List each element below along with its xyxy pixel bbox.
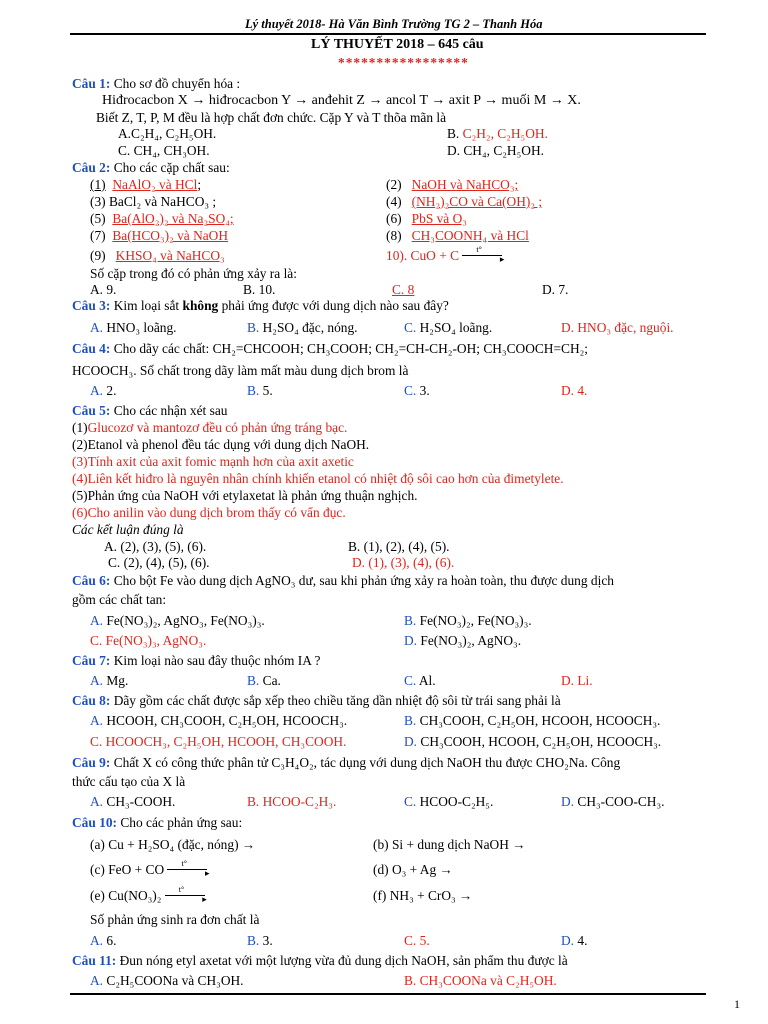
question-10: [72, 815, 242, 831]
option-text: C₂H₂, C₂H₅OH.: [462, 126, 548, 141]
q1-option-d: D. CH₄, C₂H₅OH.: [447, 143, 544, 158]
q7-option-b: [247, 673, 281, 689]
page-title: LÝ THUYẾT 2018 – 645 câu: [311, 37, 484, 52]
option-text: 3.: [262, 933, 273, 948]
arrow-label: t°: [476, 244, 482, 254]
option-letter: D.: [561, 933, 575, 948]
option-letter: A.: [90, 933, 104, 948]
question-6: [72, 573, 614, 589]
question-label: Câu 4:: [72, 341, 111, 356]
question-text: Cho các nhận xét sau: [113, 403, 228, 418]
q10-option-c: C. 5.: [404, 933, 430, 948]
option-text: Mg.: [106, 673, 129, 688]
q4-option-c: [404, 383, 430, 399]
question-text: phải ứng được với dung dịch nào sau đây?: [221, 298, 449, 313]
pair-number: (9): [90, 248, 106, 263]
statement-2: (2)Etanol và phenol đều tác dụng với dung dịch NaOH.: [72, 437, 370, 452]
question-7: [72, 653, 320, 669]
q4-text2: HCOOCH₃. Số chất trong dãy làm mất màu dung dịch brom là: [72, 363, 409, 378]
pair-value: CH₃COONH₄ và HCl: [411, 228, 529, 243]
statement-5: (5)Phản ứng của NaOH với etylaxetat là phản ứng thuận nghịch.: [72, 488, 418, 503]
pair-value: Ba(AlO₂)₂ và Na₂SO₄;: [112, 211, 234, 226]
option-letter: A.: [90, 673, 104, 688]
option-letter: C.: [404, 320, 417, 335]
statement-number: (1): [72, 420, 88, 435]
q10-option-b: [247, 933, 273, 949]
arrow-label: t°: [181, 858, 187, 868]
option-letter: C.: [404, 673, 417, 688]
pair-number: (2): [386, 177, 402, 192]
q5-option-c: C. (2), (4), (5), (6).: [108, 555, 210, 570]
q6-option-a: [90, 613, 265, 629]
q1-option-b: [447, 126, 548, 142]
pair-value: Ba(HCO₃)₂ và NaOH: [112, 228, 229, 243]
question-text: Cho các phản ứng sau:: [120, 815, 243, 830]
question-label: Câu 6:: [72, 573, 111, 588]
option-text: Fe(NO₃)₂, AgNO₃, Fe(NO₃)₃.: [106, 613, 265, 628]
reaction-f: (f) NH₃ + CrO₃ →: [373, 888, 473, 903]
q6-text2: gồm các chất tan:: [72, 592, 167, 607]
q8-option-c: C. HCOOCH₃, C₂H₅OH, HCOOH, CH₃COOH.: [90, 734, 347, 749]
reaction-a: (a) Cu + H₂SO₄ (đặc, nóng) →: [90, 837, 256, 852]
question-bold: không: [182, 298, 219, 313]
option-text: Fe(NO₃)₂, Fe(NO₃)₃.: [419, 613, 532, 628]
q9-option-b: B. HCOO-C₂H₃.: [247, 794, 337, 809]
q5-option-a: A. (2), (3), (5), (6).: [104, 539, 207, 554]
arrow-icon: t° ▸: [167, 865, 211, 877]
q9-option-a: [90, 794, 175, 810]
option-letter: B.: [247, 673, 260, 688]
option-text: C₂H₅COONa và CH₃OH.: [106, 973, 244, 988]
pair-number: (4): [386, 194, 402, 209]
q2-option-b: B. 10.: [243, 282, 276, 297]
question-1: [72, 76, 240, 92]
q9-text2: thức cấu tạo của X là: [72, 774, 186, 789]
header-rule: [70, 33, 706, 35]
q3-option-b: [247, 320, 358, 336]
option-text: 6.: [106, 933, 117, 948]
pair-value: NaOH và NaHCO₃;: [411, 177, 519, 192]
question-text: Cho sơ đồ chuyển hóa :: [113, 76, 241, 91]
pair-value: (NH₂)₂CO và Ca(OH)₂ ;: [411, 194, 543, 209]
q8-option-b: [404, 713, 660, 729]
pair-number: (8): [386, 228, 402, 243]
q6-option-d: [404, 633, 521, 649]
q3-option-d: D. HNO₃ đặc, nguội.: [561, 320, 674, 335]
arrow-icon: t° ▸: [165, 891, 209, 903]
statement-3: (3)Tính axit của axit fomic mạnh hơn của axit axetic: [72, 454, 354, 469]
option-letter: D.: [561, 794, 575, 809]
question-label: Câu 5:: [72, 403, 111, 418]
question-8: [72, 693, 561, 709]
pair-4: [386, 194, 542, 210]
q1-text2: Biết Z, T, P, M đều là hợp chất đơn chức. Cặp Y và T thõa mãn là: [96, 110, 447, 125]
page-number: 1: [734, 997, 740, 1011]
question-text: Kim loại nào sau đây thuộc nhóm IA ?: [113, 653, 321, 668]
question-label: Câu 9:: [72, 755, 111, 770]
question-4: [72, 341, 588, 357]
reaction-text: (c) FeO + CO: [90, 862, 165, 877]
q7-option-a: [90, 673, 128, 689]
option-letter: B.: [247, 383, 260, 398]
option-text: 2.: [106, 383, 117, 398]
q9-option-d: [561, 794, 664, 810]
arrow-label: t°: [178, 884, 185, 894]
question-label: Câu 7:: [72, 653, 111, 668]
option-letter: C.: [404, 794, 417, 809]
pair-8: [386, 228, 529, 244]
question-11: [72, 953, 568, 969]
option-letter: B.: [447, 126, 460, 141]
question-label: Câu 3:: [72, 298, 111, 313]
option-text: CH₃COOH, HCOOH, C₂H₅OH, HCOOCH₃.: [420, 734, 662, 749]
q10-question: Số phản ứng sinh ra đơn chất là: [90, 912, 260, 927]
pair-number: (5): [90, 211, 106, 226]
reaction-e: [90, 884, 209, 904]
q2-option-d: D. 7.: [542, 282, 569, 297]
option-letter: B.: [404, 713, 417, 728]
question-text: Kim loại sắt: [113, 298, 180, 313]
statement-text: Glucozơ và mantozơ đều có phản ứng tráng bạc.: [87, 420, 348, 435]
q4-option-b: [247, 383, 273, 399]
q10-option-d: [561, 933, 587, 949]
statement-6: (6)Cho anilin vào dung dịch brom thấy có vẩn đục.: [72, 505, 346, 520]
option-letter: A.: [90, 613, 104, 628]
option-letter: A.: [90, 713, 104, 728]
option-letter: A.: [90, 320, 104, 335]
option-text: HNO₃ loãng.: [106, 320, 177, 335]
pair-text: 10). CuO + C: [386, 248, 460, 263]
option-letter: B.: [404, 613, 417, 628]
pair-number: (6): [386, 211, 402, 226]
q4-option-d: D. 4.: [561, 383, 588, 398]
option-letter: B.: [247, 933, 260, 948]
option-text: HCOOH, CH₃COOH, C₂H₅OH, HCOOCH₃.: [106, 713, 348, 728]
question-text: Cho dãy các chất: CH₂=CHCOOH; CH₃COOH; CH₂=CH-CH₂-OH; CH₃COOCH=CH₂;: [113, 341, 589, 356]
question-label: Câu 11:: [72, 953, 117, 968]
option-letter: D.: [404, 734, 418, 749]
reaction-text: (e) Cu(NO₃)₂: [90, 888, 162, 903]
option-letter: C.: [404, 383, 417, 398]
question-label: Câu 1:: [72, 76, 111, 91]
q1-option-c: C. CH₄, CH₃OH.: [118, 143, 210, 158]
question-label: Câu 10:: [72, 815, 118, 830]
q7-option-c: [404, 673, 436, 689]
option-letter: A.: [90, 794, 104, 809]
q1-scheme: Hiđrocacbon X → hiđrocacbon Y → anđehit Z → ancol T → axit P → muối M → X.: [102, 93, 581, 108]
option-text: CH₃COOH, C₂H₅OH, HCOOH, HCOOCH₃.: [419, 713, 661, 728]
q9-option-c: [404, 794, 493, 810]
statement-1: [72, 420, 347, 436]
page-header: Lý thuyết 2018- Hà Văn Bình Trường TG 2 – Thanh Hóa: [245, 17, 543, 31]
option-text: 3.: [419, 383, 430, 398]
q2-question: Số cặp trong đó có phản ứng xảy ra là:: [90, 266, 297, 281]
reaction-d: (d) O₃ + Ag →: [373, 862, 453, 877]
q11-option-a: [90, 973, 244, 989]
q5-question: Các kết luận đúng là: [72, 522, 184, 537]
q3-option-c: [404, 320, 492, 336]
pair-end: ;: [197, 177, 202, 192]
reaction-c: [90, 858, 211, 878]
q4-option-a: [90, 383, 116, 399]
question-label: Câu 2:: [72, 160, 111, 175]
q3-option-a: [90, 320, 177, 336]
q8-option-a: [90, 713, 347, 729]
pair-value: PbS và O₃: [411, 211, 467, 226]
pair-number: (1): [90, 177, 106, 192]
pair-number: (7): [90, 228, 106, 243]
pair-1: [90, 177, 201, 193]
option-text: Al.: [418, 673, 436, 688]
q6-option-b: [404, 613, 532, 629]
q11-option-b: B. CH₃COONa và C₂H₅OH.: [404, 973, 557, 988]
option-text: 5.: [262, 383, 273, 398]
q7-option-d: D. Li.: [561, 673, 593, 688]
q2-option-a: A. 9.: [90, 282, 117, 297]
option-letter: B.: [247, 320, 260, 335]
option-text: CH₃-COOH.: [106, 794, 176, 809]
pair-5: [90, 211, 234, 227]
title-stars: *****************: [338, 55, 469, 70]
statement-4: (4)Liên kết hiđro là nguyên nhân chính khiến etanol có nhiệt độ sôi cao hơn của đimetylete.: [72, 471, 564, 486]
option-text: HCOO-C₂H₅.: [419, 794, 494, 809]
pair-3: (3) BaCl₂ và NaHCO₃ ;: [90, 194, 217, 209]
question-text: Cho các cặp chất sau:: [113, 160, 230, 175]
option-text: Fe(NO₃)₂, AgNO₃.: [420, 633, 522, 648]
footer-rule: [70, 993, 706, 995]
pair-2: [386, 177, 518, 193]
question-label: Câu 8:: [72, 693, 111, 708]
question-9: [72, 755, 620, 771]
pair-7: [90, 228, 228, 244]
q5-option-d: D. (1), (3), (4), (6).: [352, 555, 455, 570]
q5-option-b: B. (1), (2), (4), (5).: [348, 539, 450, 554]
question-5: [72, 403, 227, 419]
arrow-icon: t° ▸: [462, 251, 506, 263]
question-text: Cho bột Fe vào dung dịch AgNO₃ dư, sau khi phản ứng xảy ra hoàn toàn, thu được dung dịch: [113, 573, 614, 588]
option-letter: A.: [90, 973, 104, 988]
question-2: [72, 160, 230, 176]
question-text: Chất X có công thức phân tử C₃H₄O₂, tác dụng với dung dịch NaOH thu được CHO₂Na. Công: [113, 755, 621, 770]
option-text: H₂SO₄ loãng.: [419, 320, 493, 335]
option-letter: A.: [90, 383, 104, 398]
reaction-b: (b) Si + dung dịch NaOH →: [373, 837, 526, 852]
q8-option-d: [404, 734, 661, 750]
pair-value: KHSO₄ và NaHCO₃: [115, 248, 225, 263]
q6-option-c: C. Fe(NO₃)₃, AgNO₃.: [90, 633, 207, 648]
q10-option-a: [90, 933, 116, 949]
option-text: H₂SO₄ đặc, nóng.: [262, 320, 358, 335]
pair-10: [386, 244, 506, 264]
question-text: Đun nóng etyl axetat với một lượng vừa đủ dung dịch NaOH, sản phẩm thu được là: [119, 953, 568, 968]
option-text: 4.: [577, 933, 588, 948]
pair-9: [90, 248, 225, 264]
question-3: [72, 298, 449, 314]
question-text: Dãy gồm các chất được sắp xếp theo chiều tăng dần nhiệt độ sôi từ trái sang phải là: [113, 693, 561, 708]
option-text: CH₃-COO-CH₃.: [577, 794, 665, 809]
pair-value: NaAlO₂ và HCl: [112, 177, 198, 192]
option-letter: D.: [404, 633, 418, 648]
option-text: Ca.: [262, 673, 281, 688]
q1-option-a: A.C₂H₄, C₂H₅OH.: [118, 126, 217, 141]
pair-6: [386, 211, 467, 227]
q2-option-c: C. 8: [392, 282, 415, 297]
